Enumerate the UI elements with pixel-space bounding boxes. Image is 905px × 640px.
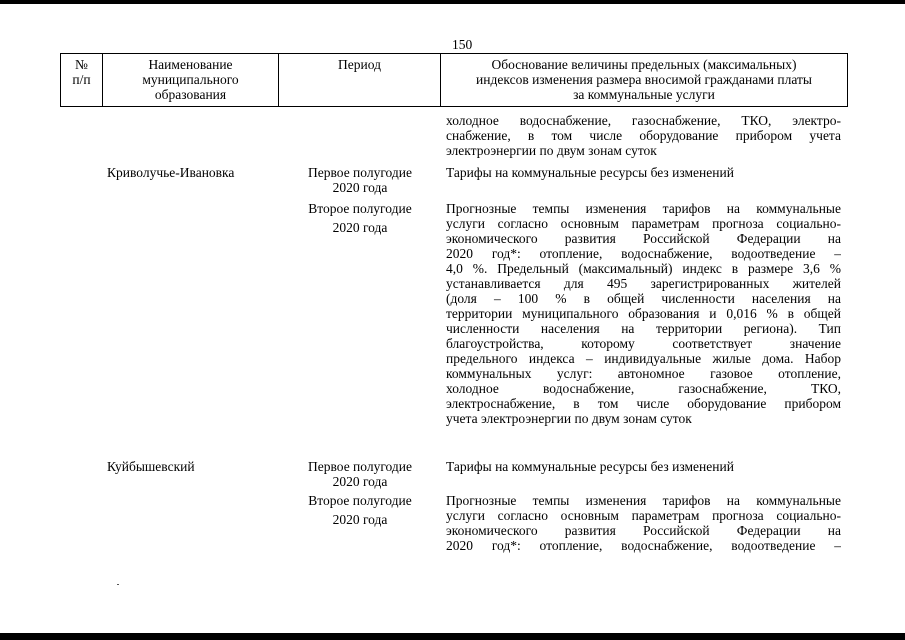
period-second-half	[298, 201, 422, 235]
text-line: холодное водоснабжение, газоснабжение, ТКО,	[446, 381, 841, 396]
period-first-half	[298, 459, 422, 489]
tariff-note	[446, 459, 841, 474]
text-line: снабжение, в том числе оборудование прибором учета	[446, 128, 841, 143]
text-line: 2020 год*: отопление, водоснабжение, водоотведение –	[446, 538, 841, 553]
header-text: Обоснование величины предельных (максимальных)	[491, 57, 797, 72]
text-line: 2020 год*: отопление, водоснабжение, водоотведение –	[446, 246, 841, 261]
text-line: численности населения на территории региона). Тип	[446, 321, 841, 336]
period-line: 2020 года	[332, 220, 388, 235]
header-text: муниципального	[142, 72, 239, 87]
text-line: холодное водоснабжение, газоснабжение, ТКО, электро-	[446, 113, 841, 128]
text-line: территории муниципального образования и 0,016 % в общей	[446, 306, 841, 321]
text-line: Прогнозные темпы изменения тарифов на коммунальные	[446, 493, 841, 508]
municipality-name: Куйбышевский	[107, 459, 195, 474]
header-text: №	[75, 57, 88, 72]
period-second-half	[298, 493, 422, 527]
header-text: образования	[154, 87, 227, 102]
text-line: Тарифы на коммунальные ресурсы без изменений	[446, 459, 734, 474]
header-text: за коммунальные услуги	[573, 87, 715, 102]
forecast-paragraph	[446, 493, 841, 553]
text-line: учета электроэнергии по двум зонам суток	[446, 411, 692, 426]
header-text: п/п	[72, 72, 91, 87]
text-line: электроэнергии по двум зонам суток	[446, 143, 657, 158]
period-line: 2020 года	[332, 512, 388, 527]
text-line: экономического развития Российской Федерации на	[446, 231, 841, 246]
period-line: Первое полугодие	[308, 165, 412, 180]
period-line: 2020 года	[332, 474, 388, 489]
text-line: услуги согласно основным параметрам прогноза социально-	[446, 216, 841, 231]
text-line: коммунальных услуг: автономное газовое отопление,	[446, 366, 841, 381]
text-line: предельного индекса – индивидуальные жилые дома. Набор	[446, 351, 841, 366]
period-first-half	[298, 165, 422, 195]
forecast-paragraph	[446, 201, 841, 426]
header-text: индексов изменения размера вносимой гражданами платы	[476, 72, 812, 87]
tariff-note	[446, 165, 841, 180]
municipality-name: Криволучье-Ивановка	[107, 165, 235, 180]
period-line: Второе полугодие	[308, 201, 412, 216]
text-line: Тарифы на коммунальные ресурсы без изменений	[446, 165, 734, 180]
header-text: Период	[338, 57, 381, 72]
text-line: услуги согласно основным параметрам прогноза социально-	[446, 508, 841, 523]
text-line: электроснабжение, в том числе оборудование прибором	[446, 396, 841, 411]
text-line: Прогнозные темпы изменения тарифов на коммунальные	[446, 201, 841, 216]
period-line: Второе полугодие	[308, 493, 412, 508]
page-number: 150	[452, 37, 473, 52]
continuation-paragraph	[446, 113, 841, 158]
text-line: устанавливается для 495 зарегистрированных жителей	[446, 276, 841, 291]
text-line: 4,0 %. Предельный (максимальный) индекс в размере 3,6 %	[446, 261, 841, 276]
header-text: Наименование	[148, 57, 233, 72]
text-line: (доля – 100 % в общей численности населения на	[446, 291, 841, 306]
period-line: Первое полугодие	[308, 459, 412, 474]
text-line: благоустройства, которому соответствует значение	[446, 336, 841, 351]
period-line: 2020 года	[332, 180, 388, 195]
text-line: экономического развития Российской Федерации на	[446, 523, 841, 538]
scan-speck	[117, 584, 119, 585]
